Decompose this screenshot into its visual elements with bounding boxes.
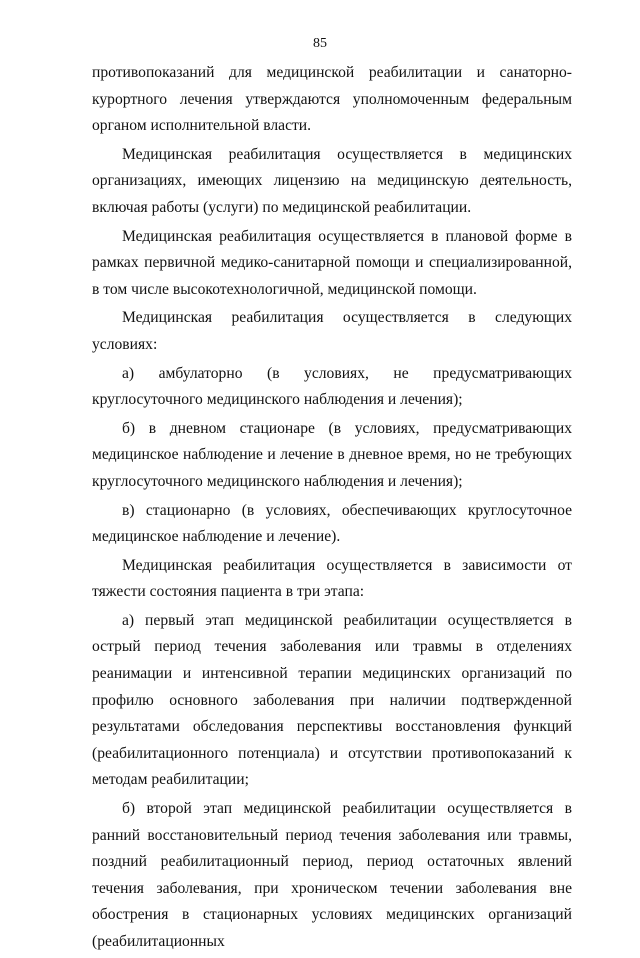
list-item: в) стационарно (в условиях, обеспечивающих круглосуточное медицинское наблюдение и лечение). xyxy=(92,501,572,546)
list-item: а) первый этап медицинской реабилитации осуществляется в острый период течения заболевания или травмы в отделениях реанимации и интенсивной терапии медицинских организаций по профилю основного заболевания при наличии подтвержденной результатами обследования перспективы восстановления функций (реабилитационного потенциала) и отсутствии противопоказаний к методам реабилитации; xyxy=(92,611,572,789)
list-item: а) амбулаторно (в условиях, не предусматривающих круглосуточного медицинского наблюдения и лечения); xyxy=(92,364,572,409)
body-text xyxy=(92,60,572,958)
paragraph: Медицинская реабилитация осуществляется в зависимости от тяжести состояния пациента в три этапа: xyxy=(92,556,572,601)
paragraph-continuation: противопоказаний для медицинской реабилитации и санаторно-курортного лечения утверждаются уполномоченным федеральным органом исполнительной власти. xyxy=(92,64,572,135)
page-number: 85 xyxy=(313,36,327,51)
paragraph: Медицинская реабилитация осуществляется в медицинских организациях, имеющих лицензию на медицинскую деятельность, включая работы (услуги) по медицинской реабилитации. xyxy=(92,145,572,216)
list-item: б) в дневном стационаре (в условиях, предусматривающих медицинское наблюдение и лечение в дневное время, но не требующих круглосуточного медицинского наблюдения и лечения); xyxy=(92,419,572,490)
paragraph: Медицинская реабилитация осуществляется в следующих условиях: xyxy=(92,309,572,353)
list-item: б) второй этап медицинской реабилитации осуществляется в ранний восстановительный период течения заболевания или травмы, поздний реабилитационный период, период остаточных явлений течения заболевания, при хроническом течении заболевания вне обострения в стационарных условиях медицинских организаций (реабилитационных xyxy=(92,800,572,950)
paragraph: Медицинская реабилитация осуществляется в плановой форме в рамках первичной медико-санитарной помощи и специализированной, в том числе высокотехнологичной, медицинской помощи. xyxy=(92,227,572,298)
